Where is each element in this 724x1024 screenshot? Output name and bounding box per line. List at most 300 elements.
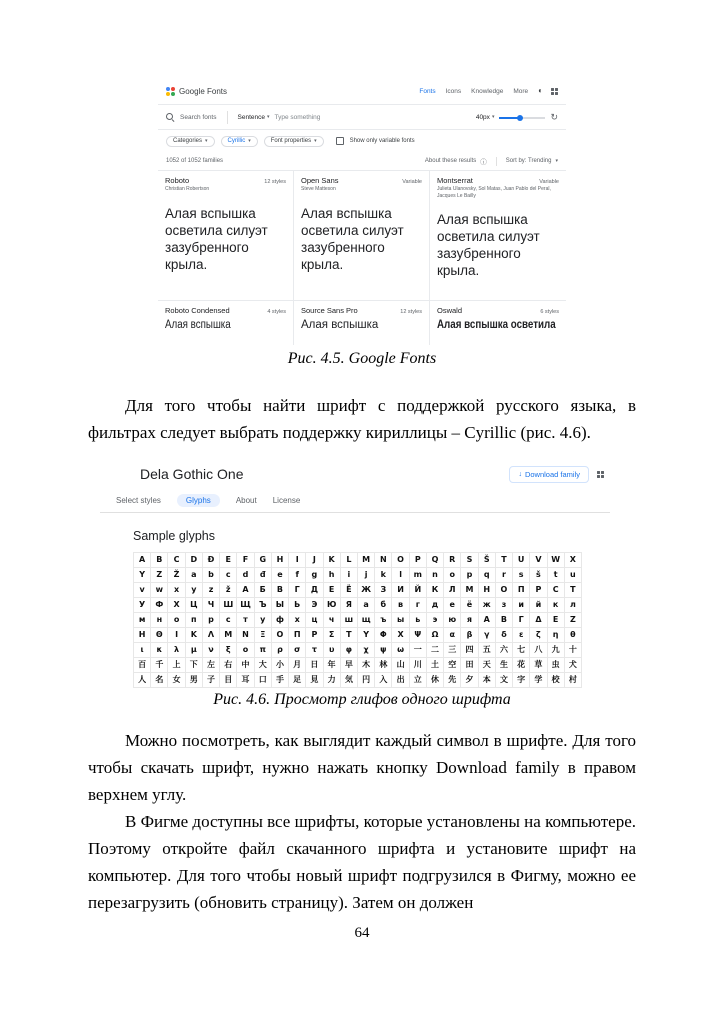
glyph-cell[interactable]: 犬: [565, 658, 581, 672]
glyph-cell[interactable]: 右: [220, 658, 236, 672]
glyph-cell[interactable]: Π: [289, 628, 305, 642]
glyph-cell[interactable]: x: [168, 583, 184, 597]
glyph-cell[interactable]: 大: [255, 658, 271, 672]
glyph-cell[interactable]: Ч: [203, 598, 219, 612]
glyph-cell[interactable]: Г: [289, 583, 305, 597]
glyph-cell[interactable]: N: [375, 553, 391, 567]
glyph-cell[interactable]: ф: [272, 613, 288, 627]
glyph-cell[interactable]: ι: [134, 643, 150, 657]
glyph-cell[interactable]: э: [427, 613, 443, 627]
glyph-cell[interactable]: 田: [461, 658, 477, 672]
refresh-icon[interactable]: ↻: [550, 111, 558, 122]
chevron-down-icon: ▾: [248, 137, 251, 144]
glyph-cell[interactable]: т: [237, 613, 253, 627]
glyph-cell[interactable]: 女: [168, 673, 184, 687]
font-styles-count: Variable: [402, 179, 422, 185]
glyph-cell[interactable]: у: [255, 613, 271, 627]
glyph-cell[interactable]: τ: [306, 643, 322, 657]
glyph-cell[interactable]: Ρ: [306, 628, 322, 642]
glyph-cell[interactable]: n: [427, 568, 443, 582]
glyph-cell[interactable]: δ: [496, 628, 512, 642]
glyph-cell[interactable]: я: [461, 613, 477, 627]
nav-fonts[interactable]: Fonts: [419, 87, 436, 95]
glyph-cell[interactable]: В: [272, 583, 288, 597]
size-slider[interactable]: [499, 113, 545, 121]
glyph-cell[interactable]: Đ: [203, 553, 219, 567]
glyph-cell[interactable]: m: [410, 568, 426, 582]
glyph-cell[interactable]: 入: [375, 673, 391, 687]
glyph-cell[interactable]: Ι: [168, 628, 184, 642]
glyph-cell[interactable]: Ё: [341, 583, 357, 597]
glyph-cell[interactable]: Ю: [324, 598, 340, 612]
glyph-cell[interactable]: 目: [220, 673, 236, 687]
glyph-cell[interactable]: K: [324, 553, 340, 567]
glyph-cell[interactable]: 月: [289, 658, 305, 672]
glyph-cell[interactable]: 十: [565, 643, 581, 657]
categories-filter[interactable]: [166, 136, 215, 147]
glyph-cell[interactable]: ξ: [220, 643, 236, 657]
glyph-cell[interactable]: đ: [255, 568, 271, 582]
variable-fonts-checkbox[interactable]: [336, 137, 344, 145]
glyph-cell[interactable]: ь: [410, 613, 426, 627]
glyph-cell[interactable]: 九: [548, 643, 564, 657]
glyph-cell[interactable]: E: [220, 553, 236, 567]
glyph-cell[interactable]: Υ: [358, 628, 374, 642]
glyph-cell[interactable]: ε: [513, 628, 529, 642]
glyph-cell[interactable]: A: [134, 553, 150, 567]
glyph-cell[interactable]: Β: [496, 613, 512, 627]
glyph-cell[interactable]: 文: [496, 673, 512, 687]
glyph-cell[interactable]: W: [548, 553, 564, 567]
glyph-cell[interactable]: σ: [289, 643, 305, 657]
glyph-cell[interactable]: Α: [479, 613, 495, 627]
chevron-down-icon: ▾: [205, 137, 208, 144]
glyph-cell[interactable]: i: [341, 568, 357, 582]
glyph-cell[interactable]: Д: [306, 583, 322, 597]
glyph-cell[interactable]: м: [134, 613, 150, 627]
glyph-cell[interactable]: С: [548, 583, 564, 597]
glyph-cell[interactable]: V: [530, 553, 546, 567]
glyph-cell[interactable]: 子: [203, 673, 219, 687]
glyph-cell[interactable]: j: [358, 568, 374, 582]
glyph-cell[interactable]: 人: [134, 673, 150, 687]
glyph-cell[interactable]: Р: [530, 583, 546, 597]
tab-select-styles[interactable]: Select styles: [116, 495, 161, 505]
glyph-cell[interactable]: v: [134, 583, 150, 597]
glyph-cell[interactable]: Y: [134, 568, 150, 582]
font-name: Montserrat: [437, 176, 473, 185]
glyph-cell[interactable]: г: [410, 598, 426, 612]
glyph-cell[interactable]: 草: [530, 658, 546, 672]
glyph-cell[interactable]: O: [392, 553, 408, 567]
glyph-cell[interactable]: 六: [496, 643, 512, 657]
glyph-cell[interactable]: r: [496, 568, 512, 582]
font-sample-text: Алая вспышка осветила силуэт зазубренного крыла.: [301, 205, 404, 272]
glyph-cell[interactable]: 四: [461, 643, 477, 657]
glyph-cell[interactable]: λ: [168, 643, 184, 657]
glyph-cell[interactable]: к: [548, 598, 564, 612]
glyph-cell[interactable]: Ф: [151, 598, 167, 612]
glyph-cell[interactable]: 本: [479, 673, 495, 687]
glyph-cell[interactable]: 天: [479, 658, 495, 672]
glyph-cell[interactable]: ω: [392, 643, 408, 657]
glyph-cell[interactable]: ž: [220, 583, 236, 597]
glyph-cell[interactable]: 円: [358, 673, 374, 687]
glyph-cell[interactable]: 川: [410, 658, 426, 672]
glyph-cell[interactable]: о: [168, 613, 184, 627]
figure-google-fonts-screenshot: [158, 78, 566, 345]
glyph-cell[interactable]: в: [392, 598, 408, 612]
figure-caption-4-6: Рис. 4.6. Просмотр глифов одного шрифта: [213, 691, 511, 708]
glyph-cell[interactable]: Б: [255, 583, 271, 597]
glyph-cell[interactable]: 小: [272, 658, 288, 672]
google-logo-icon: [166, 87, 175, 96]
glyph-cell[interactable]: I: [289, 553, 305, 567]
glyph-cell[interactable]: 土: [427, 658, 443, 672]
glyph-cell[interactable]: е: [444, 598, 460, 612]
glyph-cell[interactable]: k: [375, 568, 391, 582]
glyph-cell[interactable]: y: [186, 583, 202, 597]
font-sample-text: Алая вспышка: [301, 319, 379, 331]
glyph-cell[interactable]: Щ: [237, 598, 253, 612]
glyph-cell[interactable]: 力: [324, 673, 340, 687]
glyph-cell[interactable]: Х: [168, 598, 184, 612]
glyph-cell[interactable]: U: [513, 553, 529, 567]
font-sample-text: Алая вспышка: [165, 319, 231, 331]
glyph-cell[interactable]: Й: [410, 583, 426, 597]
font-card-oswald[interactable]: [430, 301, 566, 345]
glyph-cell[interactable]: 八: [530, 643, 546, 657]
glyph-cell[interactable]: п: [186, 613, 202, 627]
glyph-cell[interactable]: х: [289, 613, 305, 627]
glyph-cell[interactable]: 名: [151, 673, 167, 687]
glyph-cell[interactable]: Λ: [203, 628, 219, 642]
glyph-cell[interactable]: П: [513, 583, 529, 597]
glyph-cell[interactable]: Σ: [324, 628, 340, 642]
glyph-cell[interactable]: Ε: [548, 613, 564, 627]
font-designer: Christian Robertson: [165, 186, 210, 192]
glyph-cell[interactable]: Θ: [151, 628, 167, 642]
variable-fonts-label: Show only variable fonts: [349, 138, 415, 144]
glyph-cell[interactable]: а: [358, 598, 374, 612]
glyph-cell[interactable]: М: [461, 583, 477, 597]
glyph-cell[interactable]: η: [548, 628, 564, 642]
glyph-cell[interactable]: s: [513, 568, 529, 582]
glyph-cell[interactable]: л: [565, 598, 581, 612]
tab-glyphs[interactable]: Glyphs: [177, 494, 220, 507]
glyph-cell[interactable]: Z: [151, 568, 167, 582]
divider: [227, 111, 228, 124]
glyph-cell[interactable]: z: [203, 583, 219, 597]
glyph-cell[interactable]: š: [530, 568, 546, 582]
glyph-cell[interactable]: 村: [565, 673, 581, 687]
glyph-cell[interactable]: Ω: [427, 628, 443, 642]
glyph-cell[interactable]: ц: [306, 613, 322, 627]
language-filter-cyrillic[interactable]: [221, 136, 258, 147]
download-family-button[interactable]: [509, 466, 589, 483]
glyph-cell[interactable]: f: [289, 568, 305, 582]
glyph-cell[interactable]: Ш: [220, 598, 236, 612]
glyph-cell[interactable]: Φ: [375, 628, 391, 642]
glyph-cell[interactable]: н: [151, 613, 167, 627]
glyph-cell[interactable]: с: [220, 613, 236, 627]
glyph-cell[interactable]: α: [444, 628, 460, 642]
preview-mode-select[interactable]: [238, 114, 270, 121]
glyph-cell[interactable]: T: [496, 553, 512, 567]
chevron-down-icon: ▾: [555, 157, 558, 164]
glyph-cell[interactable]: Ц: [186, 598, 202, 612]
tab-about[interactable]: About: [235, 495, 257, 505]
glyph-cell[interactable]: 男: [186, 673, 202, 687]
glyph-cell[interactable]: 木: [358, 658, 374, 672]
glyph-cell[interactable]: μ: [186, 643, 202, 657]
glyph-cell[interactable]: ψ: [375, 643, 391, 657]
logo-text: Google Fonts: [179, 86, 228, 96]
glyph-cell[interactable]: 学: [530, 673, 546, 687]
glyph-cell[interactable]: 耳: [237, 673, 253, 687]
glyph-cell[interactable]: l: [392, 568, 408, 582]
glyph-cell[interactable]: J: [306, 553, 322, 567]
glyph-cell[interactable]: L: [341, 553, 357, 567]
glyph-cell[interactable]: X: [565, 553, 581, 567]
glyph-cell[interactable]: u: [565, 568, 581, 582]
glyph-cell[interactable]: H: [272, 553, 288, 567]
glyph-cell[interactable]: б: [375, 598, 391, 612]
glyph-cell[interactable]: ж: [479, 598, 495, 612]
font-sample-text: Алая вспышка осветила силуэт зазубренного крыла.: [437, 212, 540, 278]
font-card-roboto[interactable]: [158, 171, 294, 301]
glyph-cell[interactable]: 年: [324, 658, 340, 672]
glyph-cell[interactable]: χ: [358, 643, 374, 657]
glyph-cell[interactable]: 下: [186, 658, 202, 672]
chevron-down-icon: ▾: [266, 113, 270, 120]
glyph-cell[interactable]: F: [237, 553, 253, 567]
glyph-cell[interactable]: Э: [306, 598, 322, 612]
glyph-cell[interactable]: a: [186, 568, 202, 582]
font-family-title: Dela Gothic One: [140, 466, 244, 482]
glyph-cell[interactable]: 中: [237, 658, 253, 672]
glyph-cell[interactable]: 空: [444, 658, 460, 672]
glyph-cell[interactable]: 百: [134, 658, 150, 672]
glyph-cell[interactable]: M: [358, 553, 374, 567]
glyph-cell[interactable]: Μ: [220, 628, 236, 642]
font-card-montserrat[interactable]: [430, 171, 566, 301]
glyph-cell[interactable]: ю: [444, 613, 460, 627]
glyph-cell[interactable]: ρ: [272, 643, 288, 657]
glyph-cell[interactable]: Κ: [186, 628, 202, 642]
font-designer: Julieta Ulanovsky, Sol Matas, Juan Pablo del Peral, Jacques Le Bailly: [437, 186, 551, 199]
glyph-cell[interactable]: 立: [410, 673, 426, 687]
font-size-select[interactable]: [476, 114, 495, 121]
font-card-open-sans[interactable]: [294, 171, 430, 301]
glyph-cell[interactable]: Ο: [272, 628, 288, 642]
glyph-cell[interactable]: 生: [496, 658, 512, 672]
glyph-cell[interactable]: d: [237, 568, 253, 582]
glyph-cell[interactable]: Ψ: [410, 628, 426, 642]
glyph-cell[interactable]: Q: [427, 553, 443, 567]
glyph-cell[interactable]: 二: [427, 643, 443, 657]
glyph-cell[interactable]: c: [220, 568, 236, 582]
download-icon: ↓: [518, 470, 522, 478]
glyph-cell[interactable]: Я: [341, 598, 357, 612]
glyph-cell[interactable]: 七: [513, 643, 529, 657]
glyph-cell[interactable]: Л: [444, 583, 460, 597]
glyph-cell[interactable]: g: [306, 568, 322, 582]
glyph-cell[interactable]: и: [513, 598, 529, 612]
glyph-cell[interactable]: Ν: [237, 628, 253, 642]
font-page-tabs: [100, 488, 610, 513]
glyph-cell[interactable]: 山: [392, 658, 408, 672]
glyph-cell[interactable]: q: [479, 568, 495, 582]
glyph-cell[interactable]: ы: [392, 613, 408, 627]
glyph-cell[interactable]: д: [427, 598, 443, 612]
sample-glyphs-heading: Sample glyphs: [133, 529, 215, 543]
glyph-cell[interactable]: Е: [324, 583, 340, 597]
google-fonts-logo[interactable]: [166, 87, 227, 96]
glyph-cell[interactable]: θ: [565, 628, 581, 642]
glyph-cell[interactable]: ш: [341, 613, 357, 627]
glyph-cell[interactable]: У: [134, 598, 150, 612]
glyph-cell[interactable]: γ: [479, 628, 495, 642]
glyph-cell[interactable]: κ: [151, 643, 167, 657]
glyph-cell[interactable]: 見: [306, 673, 322, 687]
glyph-cell[interactable]: o: [444, 568, 460, 582]
glyph-cell[interactable]: 一: [410, 643, 426, 657]
results-count: 1052 of 1052 families: [166, 158, 224, 164]
glyph-cell[interactable]: Ξ: [255, 628, 271, 642]
grid-view-icon[interactable]: [597, 471, 604, 478]
glyph-cell[interactable]: р: [203, 613, 219, 627]
glyph-cell[interactable]: 出: [392, 673, 408, 687]
preview-text-input[interactable]: Type something: [274, 113, 321, 121]
glyph-cell[interactable]: D: [186, 553, 202, 567]
glyph-cell[interactable]: B: [151, 553, 167, 567]
glyph-cell[interactable]: И: [392, 583, 408, 597]
font-card-roboto-condensed[interactable]: [158, 301, 294, 345]
glyph-cell[interactable]: C: [168, 553, 184, 567]
body-paragraph-2: Можно посмотреть, как выглядит каждый символ в шрифте. Для того чтобы скачать шрифт, нужно нажать кнопку Download family в правом верхнем углу.: [88, 731, 636, 804]
glyph-cell[interactable]: Ж: [358, 583, 374, 597]
glyph-cell[interactable]: Т: [565, 583, 581, 597]
glyph-cell[interactable]: 夕: [461, 673, 477, 687]
glyph-cell[interactable]: Ь: [289, 598, 305, 612]
theme-toggle-icon[interactable]: ◐: [538, 86, 543, 95]
glyph-cell[interactable]: Н: [479, 583, 495, 597]
glyph-cell[interactable]: Ы: [272, 598, 288, 612]
glyph-cell[interactable]: Τ: [341, 628, 357, 642]
google-fonts-header: [158, 78, 566, 105]
nav-icons[interactable]: Icons: [445, 87, 462, 95]
tab-license[interactable]: License: [272, 495, 301, 505]
glyph-cell[interactable]: З: [375, 583, 391, 597]
glyph-cell[interactable]: ч: [324, 613, 340, 627]
glyph-cell[interactable]: ё: [461, 598, 477, 612]
glyph-cell[interactable]: 千: [151, 658, 167, 672]
glyph-cell[interactable]: 早: [341, 658, 357, 672]
glyph-cell[interactable]: 左: [203, 658, 219, 672]
font-properties-filter[interactable]: [264, 136, 324, 147]
glyph-cell[interactable]: Δ: [530, 613, 546, 627]
glyph-cell[interactable]: ο: [237, 643, 253, 657]
glyph-cell[interactable]: π: [255, 643, 271, 657]
glyph-cell[interactable]: φ: [341, 643, 357, 657]
glyph-cell[interactable]: й: [530, 598, 546, 612]
glyph-cell[interactable]: υ: [324, 643, 340, 657]
nav-knowledge[interactable]: Knowledge: [471, 87, 504, 95]
slider-knob[interactable]: [517, 115, 523, 121]
glyph-cell[interactable]: щ: [358, 613, 374, 627]
glyph-cell[interactable]: А: [237, 583, 253, 597]
glyph-cell[interactable]: Ž: [168, 568, 184, 582]
glyph-cell[interactable]: t: [548, 568, 564, 582]
font-styles-count: Variable: [539, 179, 559, 185]
glyph-cell[interactable]: ν: [203, 643, 219, 657]
glyph-cell[interactable]: 上: [168, 658, 184, 672]
glyph-cell[interactable]: ζ: [530, 628, 546, 642]
font-cards-grid: [158, 171, 566, 345]
glyph-grid: [133, 552, 582, 688]
glyph-cell[interactable]: R: [444, 553, 460, 567]
glyph-cell[interactable]: К: [427, 583, 443, 597]
about-results-link[interactable]: About these results: [424, 158, 477, 164]
glyph-cell[interactable]: 気: [341, 673, 357, 687]
glyph-cell[interactable]: 足: [289, 673, 305, 687]
glyph-cell[interactable]: Η: [134, 628, 150, 642]
glyph-cell[interactable]: w: [151, 583, 167, 597]
glyph-cell[interactable]: e: [272, 568, 288, 582]
glyph-cell[interactable]: 口: [255, 673, 271, 687]
glyph-cell[interactable]: b: [203, 568, 219, 582]
font-designer: Steve Matteson: [301, 186, 336, 192]
glyph-cell[interactable]: p: [461, 568, 477, 582]
font-sample-text: Алая вспышка осветила силуэт зазубренного крыла.: [165, 205, 268, 272]
glyph-cell[interactable]: 花: [513, 658, 529, 672]
font-name: Roboto: [165, 176, 190, 185]
glyph-cell[interactable]: P: [410, 553, 426, 567]
glyph-cell[interactable]: 校: [548, 673, 564, 687]
glyph-cell[interactable]: Γ: [513, 613, 529, 627]
glyph-cell[interactable]: β: [461, 628, 477, 642]
glyph-cell[interactable]: Ζ: [565, 613, 581, 627]
glyph-cell[interactable]: 日: [306, 658, 322, 672]
search-fonts-input[interactable]: Search fonts: [180, 113, 217, 121]
glyph-cell[interactable]: ъ: [375, 613, 391, 627]
glyph-cell[interactable]: з: [496, 598, 512, 612]
glyph-cell[interactable]: 五: [479, 643, 495, 657]
glyph-cell[interactable]: h: [324, 568, 340, 582]
glyph-cell[interactable]: О: [496, 583, 512, 597]
glyph-cell[interactable]: 先: [444, 673, 460, 687]
glyph-cell[interactable]: 休: [427, 673, 443, 687]
font-card-source-sans-pro[interactable]: [294, 301, 430, 345]
glyph-cell[interactable]: Š: [479, 553, 495, 567]
apps-grid-icon[interactable]: [551, 88, 558, 95]
glyph-cell[interactable]: 字: [513, 673, 529, 687]
glyph-cell[interactable]: 虫: [548, 658, 564, 672]
glyph-cell[interactable]: 林: [375, 658, 391, 672]
font-styles-count: 6 styles: [540, 309, 559, 315]
sort-by-dropdown[interactable]: Sort by: Trending: [505, 158, 552, 164]
glyph-cell[interactable]: Ъ: [255, 598, 271, 612]
glyph-cell[interactable]: S: [461, 553, 477, 567]
font-name: Open Sans: [301, 176, 339, 185]
glyph-cell[interactable]: G: [255, 553, 271, 567]
nav-more[interactable]: More: [513, 87, 529, 95]
glyph-cell[interactable]: 手: [272, 673, 288, 687]
font-properties-label: Font properties: [270, 138, 312, 144]
glyph-cell[interactable]: 三: [444, 643, 460, 657]
glyph-cell[interactable]: Χ: [392, 628, 408, 642]
